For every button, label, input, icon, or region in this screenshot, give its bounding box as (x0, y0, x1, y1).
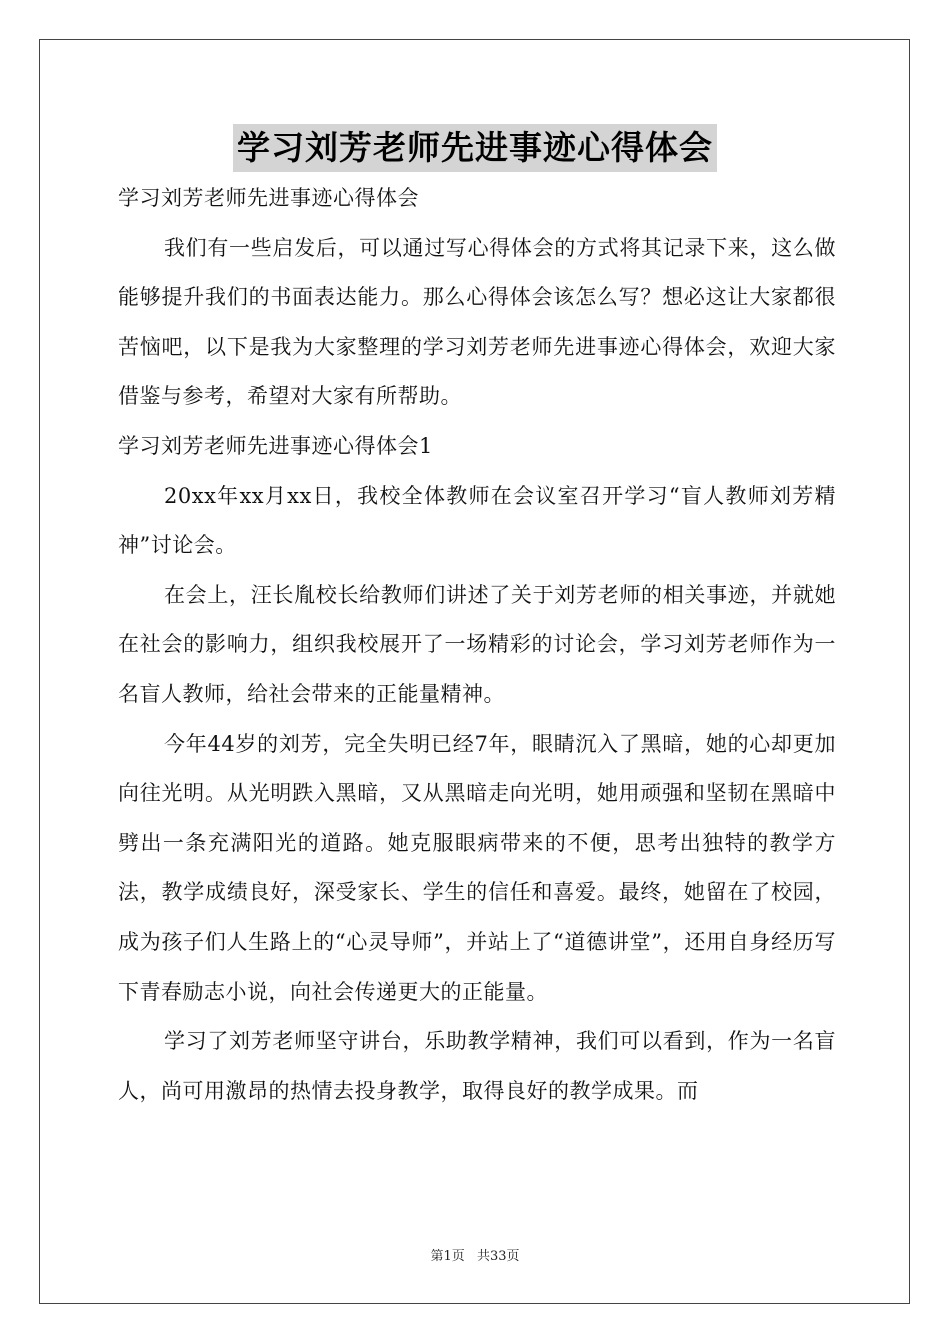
page-number: 第1页 (430, 1249, 465, 1264)
body-paragraph: 在会上，汪长胤校长给教师们讲述了关于刘芳老师的相关事迹，并就她在社会的影响力，组织我校展开了一场精彩的讨论会，学习刘芳老师作为一名盲人教师，给社会带来的正能量精神。 (118, 582, 836, 706)
body-paragraph: 今年44岁的刘芳，完全失明已经7年，眼睛沉入了黑暗，她的心却更加向往光明。从光明跌入黑暗，又从黑暗走向光明，她用顽强和坚韧在黑暗中劈出一条充满阳光的道路。她克服眼病带来的不便，思考出独特的教学方法，教学成绩良好，深受家长、学生的信任和喜爱。最终，她留在了校园，成为孩子们人生路上的“心灵导师”，并站上了“道德讲堂”，还用自身经历写下青春励志小说，向社会传递更大的正能量。 (118, 731, 836, 1004)
title-container (0, 124, 950, 172)
section-heading: 学习刘芳老师先进事迹心得体会1 (118, 433, 433, 458)
document-body (118, 174, 836, 1116)
body-paragraph: 20xx年xx月xx日，我校全体教师在会议室召开学习“盲人教师刘芳精神”讨论会。 (118, 483, 836, 558)
document-title: 学习刘芳老师先进事迹心得体会 (233, 124, 717, 172)
body-paragraph: 学习了刘芳老师坚守讲台，乐助教学精神，我们可以看到，作为一名盲人，尚可用激昂的热情去投身教学，取得良好的教学成果。而 (118, 1029, 836, 1103)
page-footer (0, 1245, 950, 1264)
subtitle-paragraph: 学习刘芳老师先进事迹心得体会 (118, 186, 419, 210)
intro-paragraph: 我们有一些启发后，可以通过写心得体会的方式将其记录下来，这么做能够提升我们的书面表达能力。那么心得体会该怎么写？想必这让大家都很苦恼吧，以下是我为大家整理的学习刘芳老师先进事迹心得体会，欢迎大家借鉴与参考，希望对大家有所帮助。 (118, 235, 836, 409)
page-total: 共33页 (476, 1249, 520, 1264)
